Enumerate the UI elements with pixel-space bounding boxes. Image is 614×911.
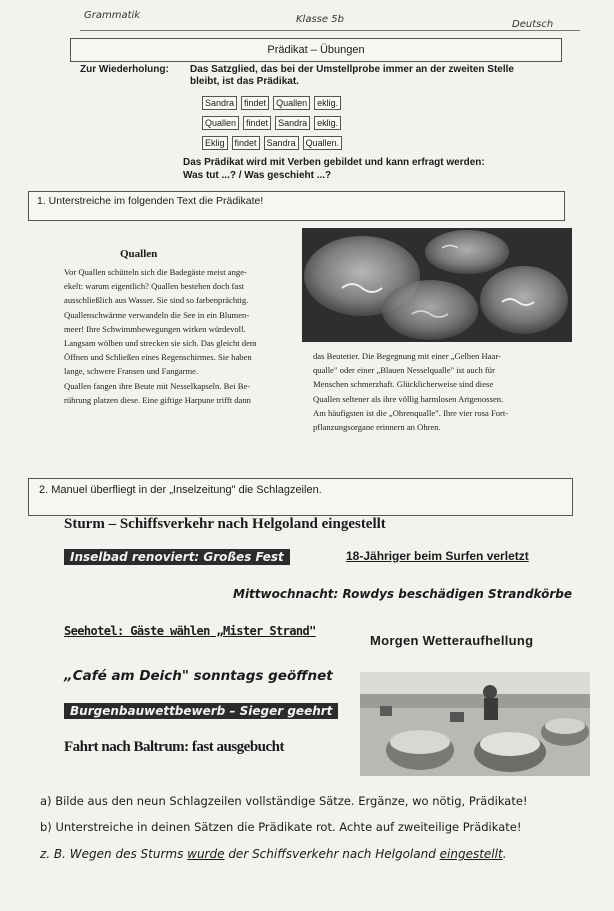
word-box: Quallen. bbox=[303, 136, 343, 150]
jellyfish-photo bbox=[302, 228, 572, 342]
text-line: Vor Quallen schütteln sich die Badegäste meist ange- bbox=[64, 267, 247, 277]
header-class: Klasse 5b bbox=[296, 14, 344, 25]
review-note-2: Was tut ...? / Was geschieht ...? bbox=[183, 170, 332, 181]
subtask-a: a) Bilde aus den neun Schlagzeilen vollständige Sätze. Ergänze, wo nötig, Prädikate! bbox=[40, 794, 528, 808]
headline-4: Mittwochnacht: Rowdys beschädigen Strandkörbe bbox=[233, 587, 572, 601]
example-text: der Schiffsverkehr nach Helgoland bbox=[224, 847, 440, 861]
task2-instruction: 2. Manuel überfliegt in der „Inselzeitung" die Schlagzeilen. bbox=[39, 484, 322, 496]
word-box: eklig. bbox=[314, 96, 341, 110]
review-line-1: Das Satzglied, das bei der Umstellprobe immer an der zweiten Stelle bbox=[190, 64, 514, 75]
example-row-2 bbox=[202, 113, 345, 131]
word-box: Sandra bbox=[202, 96, 237, 110]
review-label: Zur Wiederholung: bbox=[80, 64, 169, 75]
example-row-1 bbox=[202, 93, 345, 111]
word-box: findet bbox=[241, 96, 269, 110]
article-title: Quallen bbox=[120, 248, 158, 260]
article-right-column bbox=[313, 349, 508, 434]
page-title: Prädikat – Übungen bbox=[267, 44, 365, 56]
headline-8: Burgenbauwettbewerb – Sieger geehrt bbox=[64, 703, 338, 719]
text-line: ausschließlich aus Wasser. Sie sind so farbenprächtig. bbox=[64, 295, 249, 306]
example-text: . bbox=[502, 847, 507, 861]
text-line: Quallen fangen ihre Beute mit Nesselkapseln. Bei Be- bbox=[64, 380, 251, 391]
word-box: findet bbox=[232, 136, 260, 150]
headline-7: „Café am Deich" sonntags geöffnet bbox=[64, 668, 333, 684]
word-box: findet bbox=[243, 116, 271, 130]
article-left-column bbox=[64, 265, 257, 407]
text-line: meer! Ihre Schwimmbewegungen wirken würdevoll. bbox=[64, 323, 246, 334]
header-course: Deutsch bbox=[512, 19, 554, 30]
example-row-3 bbox=[202, 133, 346, 151]
example-text: z. B. Wegen des Sturms bbox=[40, 847, 188, 861]
text-line: Am häufigsten ist die „Ohrenqualle". Ihre vier rosa Fort- bbox=[313, 407, 509, 418]
text-line: pflanzungsorgane erinnern an Ohren. bbox=[313, 422, 441, 433]
headline-1: Sturm – Schiffsverkehr nach Helgoland eingestellt bbox=[64, 516, 386, 532]
task1-instruction: 1. Unterstreiche im folgenden Text die Prädikate! bbox=[37, 195, 264, 207]
text-line: rührung platzen diese. Eine giftige Harpune trifft dann bbox=[64, 394, 251, 405]
headline-6: Morgen Wetteraufhellung bbox=[370, 633, 534, 648]
headline-5: Seehotel: Gäste wählen „Mister Strand" bbox=[64, 624, 316, 638]
text-line: Quallen seltener als ihre völlig harmlosen Artgenossen. bbox=[313, 393, 504, 404]
word-box: eklig. bbox=[314, 116, 341, 130]
text-line: qualle" oder einer „Blauen Nesselqualle" ist auch für bbox=[313, 365, 495, 376]
text-line: Quallenschwärme verwandeln die See in ein Blumen- bbox=[64, 309, 250, 320]
word-box: Sandra bbox=[264, 136, 299, 150]
word-box: Eklig bbox=[202, 136, 228, 150]
text-line: Menschen schmerzhaft. Glücklicherweise sind diese bbox=[313, 379, 494, 390]
headline-9: Fahrt nach Baltrum: fast ausgebucht bbox=[64, 739, 285, 755]
text-line: Öffnen und Schließen eines Regenschirmes. Sie haben bbox=[64, 352, 252, 363]
example-verb-2: eingestellt bbox=[439, 847, 503, 861]
word-box: Quallen bbox=[202, 116, 239, 130]
text-line: lange, schwere Fransen und Fangarme. bbox=[64, 366, 199, 377]
title-box bbox=[70, 38, 562, 62]
text-line: ekelt: warum eigentlich? Quallen bestehen doch fast bbox=[64, 281, 244, 292]
task1-box bbox=[28, 191, 565, 221]
headline-3: 18-Jähriger beim Surfen verletzt bbox=[346, 549, 529, 563]
example-sentence bbox=[40, 847, 507, 861]
headline-2: Inselbad renoviert: Großes Fest bbox=[64, 549, 290, 565]
word-box: Sandra bbox=[275, 116, 310, 130]
subtask-b: b) Unterstreiche in deinen Sätzen die Prädikate rot. Achte auf zweiteilige Prädikate! bbox=[40, 820, 522, 834]
text-line: Langsam wölben und strecken sie sich. Das gleicht dem bbox=[64, 338, 257, 349]
beach-photo bbox=[360, 672, 590, 776]
text-line: das Beutetier. Die Begegnung mit einer „Gelben Haar- bbox=[313, 351, 501, 361]
example-verb-1: wurde bbox=[187, 847, 225, 861]
header-rule bbox=[80, 30, 580, 31]
word-box: Quallen bbox=[273, 96, 310, 110]
task2-box bbox=[28, 478, 573, 516]
header-subject: Grammatik bbox=[84, 10, 141, 21]
review-line-2: bleibt, ist das Prädikat. bbox=[190, 76, 299, 87]
review-note-1: Das Prädikat wird mit Verben gebildet und kann erfragt werden: bbox=[183, 157, 485, 168]
